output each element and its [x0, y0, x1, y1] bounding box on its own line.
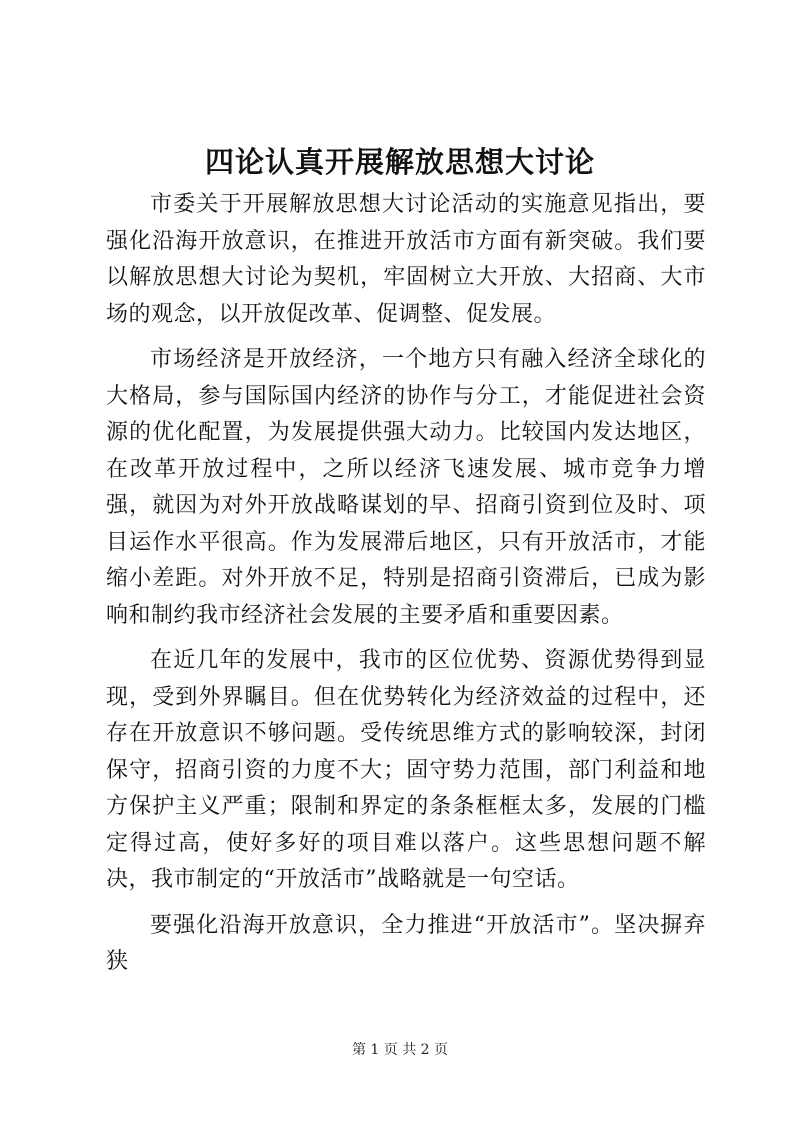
page-footer [0, 1040, 800, 1060]
document-body [106, 187, 706, 990]
paragraph-4: 要强化沿海开放意识，全力推进“开放活市”。坚决摒弃狭 [106, 912, 706, 974]
paragraph-3: 在近几年的发展中，我市的区位优势、资源优势得到显现，受到外界瞩目。但在优势转化为经济效益的过程中，还存在开放意识不够问题。受传统思维方式的影响较深，封闭保守，招商引资的力度不大；固守势力范围，部门利益和地方保护主义严重；限制和界定的条条框框太多，发展的门槛定得过高，使好多好的项目难以落户。这些思想问题不解决，我市制定的“开放活市”战略就是一句空话。 [106, 648, 706, 892]
paragraph-1: 市委关于开展解放思想大讨论活动的实施意见指出，要强化沿海开放意识，在推进开放活市方面有新突破。我们要以解放思想大讨论为契机，牢固树立大开放、大招商、大市场的观念，以开放促改革、促调整、促发展。 [106, 192, 706, 327]
page-number-label: 第 1 页 共 2 页 [351, 1042, 449, 1058]
document-title: 四论认真开展解放思想大讨论 [204, 145, 595, 179]
paragraph-2: 市场经济是开放经济，一个地方只有融入经济全球化的大格局，参与国际国内经济的协作与分工，才能促进社会资源的优化配置，为发展提供强大动力。比较国内发达地区，在改革开放过程中，之所以经济飞速发展、城市竞争力增强，就因为对外开放战略谋划的早、招商引资到位及时、项目运作水平很高。作为发展滞后地区，只有开放活市，才能缩小差距。对外开放不足，特别是招商引资滞后，已成为影响和制约我市经济社会发展的主要矛盾和重要因素。 [106, 347, 706, 628]
